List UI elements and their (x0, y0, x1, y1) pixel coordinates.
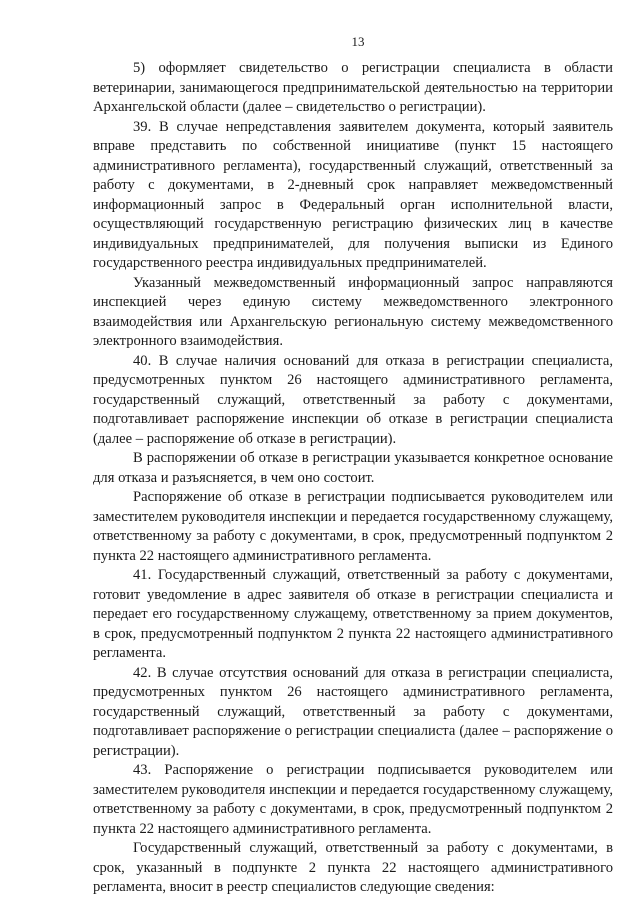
paragraph-40: 40. В случае наличия оснований для отказа в регистрации специалиста, предусмотренных пунктом 26 настоящего административного регламента, государственный служащий, ответственный за работу с документами, подготавливает распоряжение инспекции об отказе в регистрации специалиста (далее – распоряжение об отказе в регистрации). (93, 352, 613, 447)
paragraph-interagency-request: Указанный межведомственный информационный запрос направляются инспекцией через единую систему межведомственного электронного взаимодействия или Архангельскую региональную систему межведомственного электронного взаимодействия. (93, 274, 613, 349)
paragraph-39: 39. В случае непредставления заявителем документа, который заявитель вправе представить по собственной инициативе (пункт 15 настоящего административного регламента), государственный служащий, ответственный за работу с документами, в 2-дневный срок направляет межведомственный информационный запрос в Федеральный орган исполнительной власти, осуществляющий государственную регистрацию физических лиц в качестве индивидуальных предпринимателей, для получения выписки из Единого государственного реестра индивидуальных предпринимателей. (93, 118, 613, 271)
paragraph-43: 43. Распоряжение о регистрации подписывается руководителем или заместителем руководителя инспекции и передается государственному служащему, ответственному за работу с документами, в срок, предусмотренный подпунктом 2 пункта 22 настоящего административного регламента. (93, 762, 613, 837)
paragraph-refusal-grounds: В распоряжении об отказе в регистрации указывается конкретное основание для отказа и разъясняется, в чем оно состоит. (93, 450, 613, 486)
paragraph-refusal-signing: Распоряжение об отказе в регистрации подписывается руководителем или заместителем руководителя инспекции и передается государственному служащему, ответственному за работу с документами, в срок, предусмотренный подпунктом 2 пункта 22 настоящего административного регламента. (93, 489, 613, 564)
paragraph-item-5: 5) оформляет свидетельство о регистрации специалиста в области ветеринарии, занимающегося предпринимательской деятельностью на территории Архангельской области (далее – свидетельство о регистрации). (93, 60, 613, 115)
page-number: 13 (351, 34, 365, 49)
paragraph-42: 42. В случае отсутствия оснований для отказа в регистрации специалиста, предусмотренных пунктом 26 настоящего административного регламента, государственный служащий, ответственный за работу с документами, подготавливает распоряжение о регистрации специалиста (далее – распоряжение о регистрации). (93, 664, 613, 759)
document-page (93, 34, 613, 898)
paragraph-registry-entry: Государственный служащий, ответственный за работу с документами, в срок, указанный в подпункте 2 пункта 22 настоящего административного регламента, вносит в реестр специалистов следующие сведения: (93, 840, 613, 895)
paragraph-41: 41. Государственный служащий, ответственный за работу с документами, готовит уведомление в адрес заявителя об отказе в регистрации специалиста и передает его государственному служащему, ответственному за прием документов, в срок, предусмотренный подпунктом 2 пункта 22 настоящего административного регламента. (93, 567, 613, 661)
